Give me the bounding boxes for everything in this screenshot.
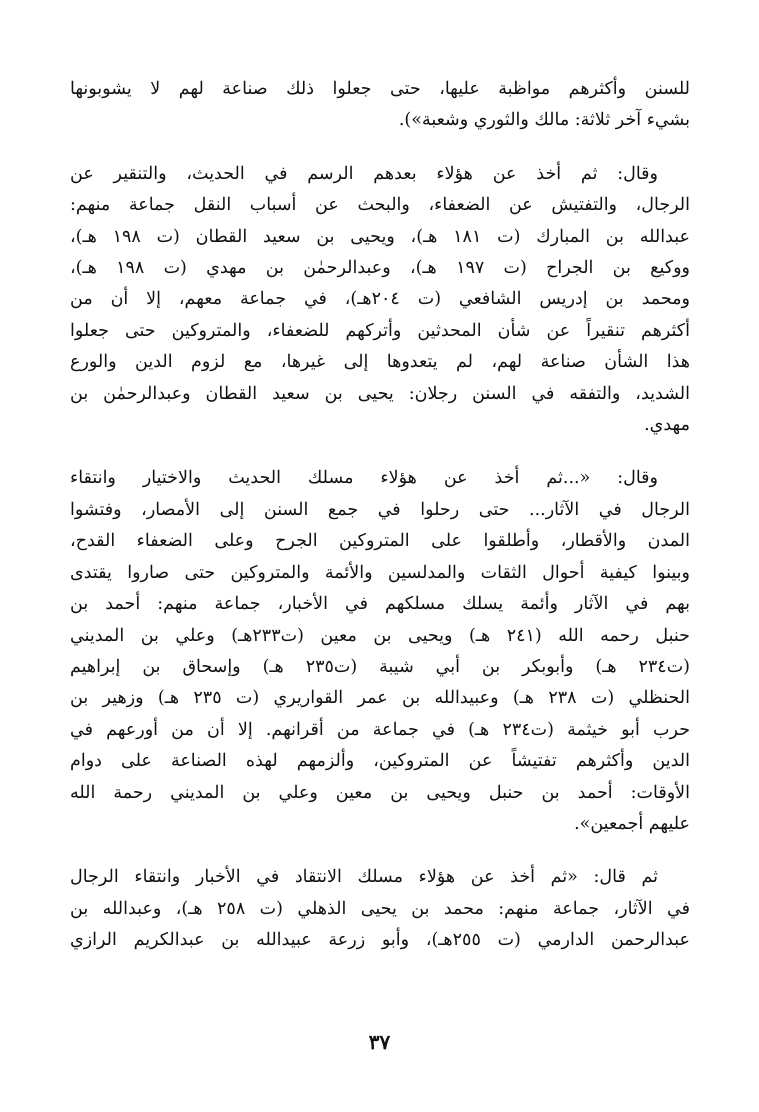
text-line: حرب أبو خيثمة (ت٢٣٤ هـ) في جماعة من أقرانهم. إلا أن من أورعهم في: [70, 719, 691, 740]
text-line: الرجال، والتفتيش عن الضعفاء، والبحث عن أسباب النقل جماعة منهم:: [70, 195, 690, 216]
text-line: للسنن وأكثرهم مواظبة عليها، حتى جعلوا ذلك صناعة لهم لا يشوبونها: [70, 79, 690, 99]
text-line: وبينوا كيفية أحوال الثقات والمدلسين والأئمة والمتروكين حتى صاروا يقتدى: [70, 562, 690, 583]
text-line: في الآثار، جماعة منهم: محمد بن يحيى الذهلي (ت ٢٥٨ هـ)، وعبدالله بن: [70, 898, 690, 919]
text-line: الأوقات: أحمد بن حنبل ويحيى بن معين وعلي بن المديني رحمة الله: [70, 782, 690, 803]
text-line: بهم في الآثار وأئمة يسلك مسلكهم في الأخبار، جماعة منهم: أحمد بن: [70, 594, 690, 615]
page-number: ٣٧: [368, 1030, 391, 1054]
text-line: ومحمد بن إدريس الشافعي (ت ٢٠٤هـ)، في جماعة معهم، إلا أن من: [70, 289, 690, 310]
text-line: عليهم أجمعين».: [574, 813, 690, 834]
text-line: ووكيع بن الجراح (ت ١٩٧ هـ)، وعبدالرحمٰن بن مهدي (ت ١٩٨ هـ)،: [70, 258, 690, 279]
text-line: وقال: «...ثم أخذ عن هؤلاء مسلك الحديث والاختيار وانتقاء: [70, 468, 658, 489]
paragraph-4: [70, 862, 690, 956]
text-line: هذا الشأن صناعة لهم، لم يتعدوها إلى غيرها، مع لزوم الدين والورع: [70, 352, 690, 373]
paragraph-3: [70, 463, 690, 840]
paragraph-2: [70, 159, 690, 442]
text-line: بشيء آخر ثلاثة: مالك والثوري وشعبة»).: [398, 110, 690, 131]
paragraph-1: [70, 74, 690, 137]
text-line: ثم قال: «ثم أخذ عن هؤلاء مسلك الانتقاد في الأخبار وانتقاء الرجال: [70, 867, 658, 888]
text-line: حنبل رحمه الله (٢٤١ هـ) ويحيى بن معين (ت٢٣٣هـ) وعلي بن المديني: [70, 625, 690, 646]
text-line: الشديد، والتفقه في السنن رجلان: يحيى بن سعيد القطان وعبدالرحمٰن بن: [70, 383, 690, 404]
text-line: عبدالله بن المبارك (ت ١٨١ هـ)، ويحيى بن سعيد القطان (ت ١٩٨ هـ)،: [70, 226, 690, 247]
text-line: أكثرهم تنقيراً عن شأن المحدثين وأتركهم للضعفاء، والمتروكين حتى جعلوا: [70, 320, 690, 341]
text-line: مهدي.: [644, 415, 690, 436]
text-line: وقال: ثم أخذ عن هؤلاء بعدهم الرسم في الحديث، والتنقير عن: [70, 163, 658, 184]
text-line: المدن والأقطار، وأطلقوا على المتروكين الجرح وعلى الضعفاء القدح،: [70, 531, 690, 552]
text-line: عبدالرحمن الدارمي (ت ٢٥٥هـ)، وأبو زرعة عبيدالله بن عبدالكريم الرازي: [70, 930, 690, 951]
page-body: [70, 74, 690, 957]
text-line: (ت٢٣٤ هـ) وأبوبكر بن أبي شيبة (ت٢٣٥ هـ) وإسحاق بن إبراهيم: [70, 656, 690, 677]
text-line: الرجال في الآثار... حتى رحلوا في جمع السنن إلى الأمصار، وفتشوا: [70, 499, 690, 520]
text-line: الدين وأكثرهم تفتيشاً عن المتروكين، وألزمهم لهذه الصناعة على دوام: [70, 751, 690, 772]
text-line: الحنظلي (ت ٢٣٨ هـ) وعبيدالله بن عمر القواريري (ت ٢٣٥ هـ) وزهير بن: [70, 688, 691, 709]
